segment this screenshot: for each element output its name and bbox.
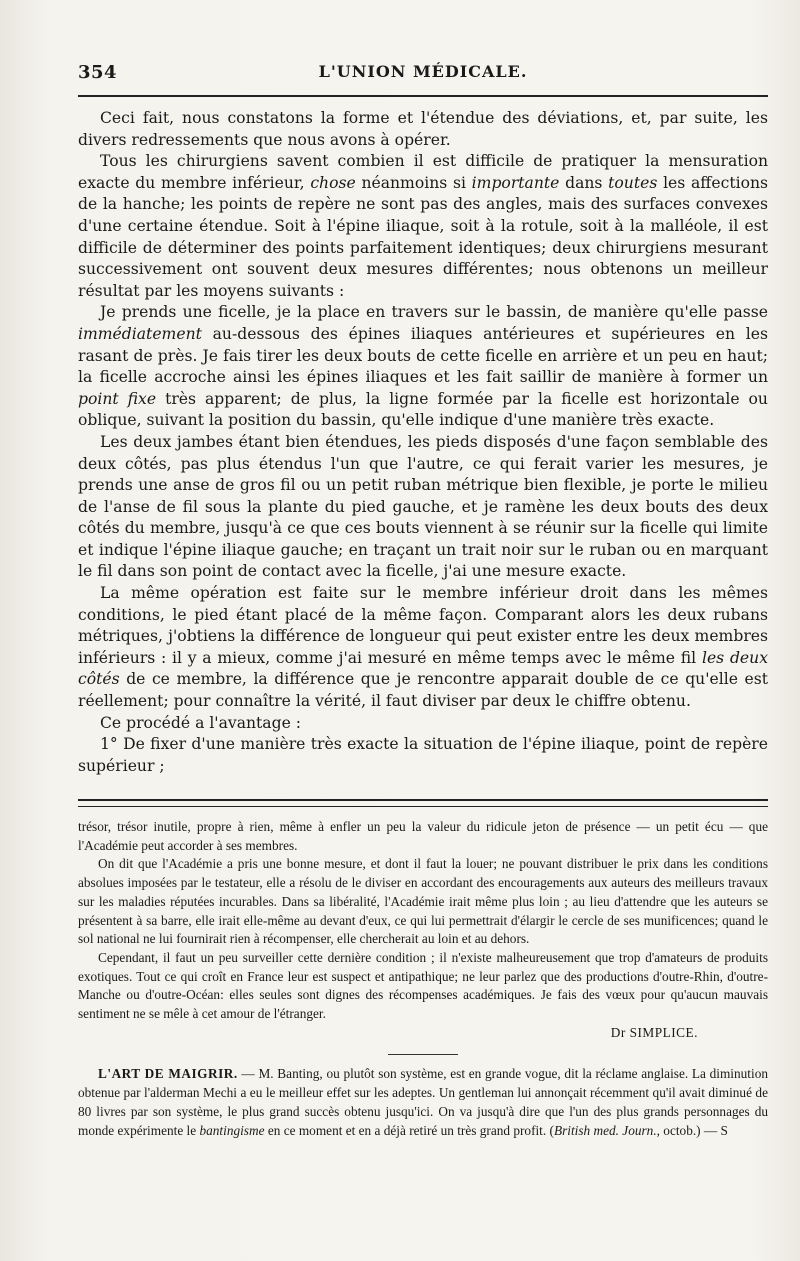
- paragraph: La même opération est faite sur le membre inférieur droit dans les mêmes conditions, le pied étant placé de la même façon. Comparant alors les deux rubans métriques, j'obtiens la différence de longueur qui peut exister entre les deux membres inférieurs : il y a mieux, comme j'ai mesuré en même temps avec le même fil les deux côtés de ce membre, la différence que je rencontre apparait double de ce qu'elle est réellement; pour connaître la vérité, il faut diviser par deux le chiffre obtenu.: [78, 584, 768, 711]
- paragraph: Cependant, il faut un peu surveiller cette dernière condition ; il n'existe malheureusement que trop d'amateurs de produits exotiques. Tout ce qui croît en France leur est suspect et antipathique; ne leur parlez que des productions d'outre-Rhin, d'outre-Manche ou d'outre-Océan: elles seules sont dignes des récompenses académiques. Je fais des vœux pour qu'aucun mauvais sentiment ne se mêle à cet amour de l'étranger.: [78, 949, 768, 1022]
- page-header: [78, 60, 768, 90]
- paragraph: Tous les chirurgiens savent combien il est difficile de pratiquer la mensuration exacte du membre inférieur, chose néanmoins si importante dans toutes les affections de la hanche; les points de repère ne sont pas des angles, mais des surfaces convexes d'une certaine étendue. Soit à l'épine iliaque, soit à la rotule, soit à la malléole, il est difficile de déterminer des points parfaitement identiques; deux chirurgiens mesurant successivement ont souvent deux mesures différentes; nous obtenons un meilleur résultat par les moyens suivants :: [78, 152, 769, 300]
- main-text: [78, 108, 768, 777]
- header-rule: [78, 95, 768, 97]
- paragraph: Ce procédé a l'avantage :: [100, 713, 302, 732]
- page-number: 354: [78, 62, 118, 83]
- paragraph: 1° De fixer d'une manière très exacte la situation de l'épine iliaque, point de repère supérieur ;: [78, 735, 768, 775]
- signature: Dr SIMPLICE.: [610, 1024, 698, 1040]
- paragraph: Ceci fait, nous constatons la forme et l'étendue des déviations, et, par suite, les divers redressements que nous avons à opérer.: [78, 109, 768, 149]
- paragraph: Je prends une ficelle, je la place en travers sur le bassin, de manière qu'elle passe immédiatement au-dessous des épines iliaques antérieures et supérieures en les rasant de près. Je fais tirer les deux bouts de cette ficelle en arrière et un peu en haut; la ficelle accroche ainsi les épines iliaques et les fait saillir de manière à former un point fixe très apparent; de plus, la ligne formée par la ficelle est horizontale ou oblique, suivant la position du bassin, qu'elle indique d'une manière très exacte.: [78, 303, 768, 430]
- feuilleton-separator: [78, 799, 768, 807]
- running-title: L'UNION MÉDICALE.: [318, 62, 528, 81]
- section-lead: L'ART DE MAIGRIR.: [98, 1066, 238, 1082]
- paragraph: Les deux jambes étant bien étendues, les pieds disposés d'une façon semblable des deux côtés, pas plus étendus l'un que l'autre, ce qui ferait varier les mesures, je prends une anse de gros fil ou un petit ruban métrique bien flexible, je porte le milieu de l'anse de fil sous la plante du pied gauche, et je ramène les deux bouts des deux côtés du membre, jusqu'à ce que ces bouts viennent à se réunir sur la ficelle qui limite et indique l'épine iliaque gauche; en traçant un trait noir sur le ruban ou en marquant le fil dans son point de contact avec la ficelle, j'ai une mesure exacte.: [78, 432, 768, 581]
- feuilleton: [78, 818, 768, 1140]
- short-rule: [388, 1054, 458, 1055]
- paragraph: On dit que l'Académie a pris une bonne mesure, et dont il faut la louer; ne pouvant distribuer le prix dans les conditions absolues imposées par le testateur, elle a résolu de le diviser en accordant des encouragements aux auteurs des meilleurs travaux sur les maladies réputées incurables. Dans sa libéralité, l'Académie irait même plus loin ; au lieu d'attendre que les auteurs se présentent à sa barre, elle irait elle-même au devant d'eux, ce qui lui permettrait d'élargir le cercle de ses munificences; quand le sol national ne lui fournirait rien à récompenser, elle chercherait au loin et au dehors.: [78, 856, 768, 947]
- paragraph: trésor, trésor inutile, propre à rien, même à enfler un peu la valeur du ridicule jeton de présence — un petit écu — que l'Académie peut accorder à ses membres.: [78, 819, 768, 853]
- paragraph: L'ART DE MAIGRIR. — M. Banting, ou plutôt son système, est en grande vogue, dit la réclame anglaise. La diminution obtenue par l'alderman Mechi a eu le meilleur effet sur les adeptes. Un gentleman lui annonçait récemment qu'il avait diminué de 80 livres par son système, le plus grand succès obtenu jusqu'ici. On va jusqu'à dire que l'un des plus grands personnages du monde expérimente le bantingisme en ce moment et en a déjà retiré un très grand profit. (British med. Journ., octob.) — S: [78, 1066, 768, 1138]
